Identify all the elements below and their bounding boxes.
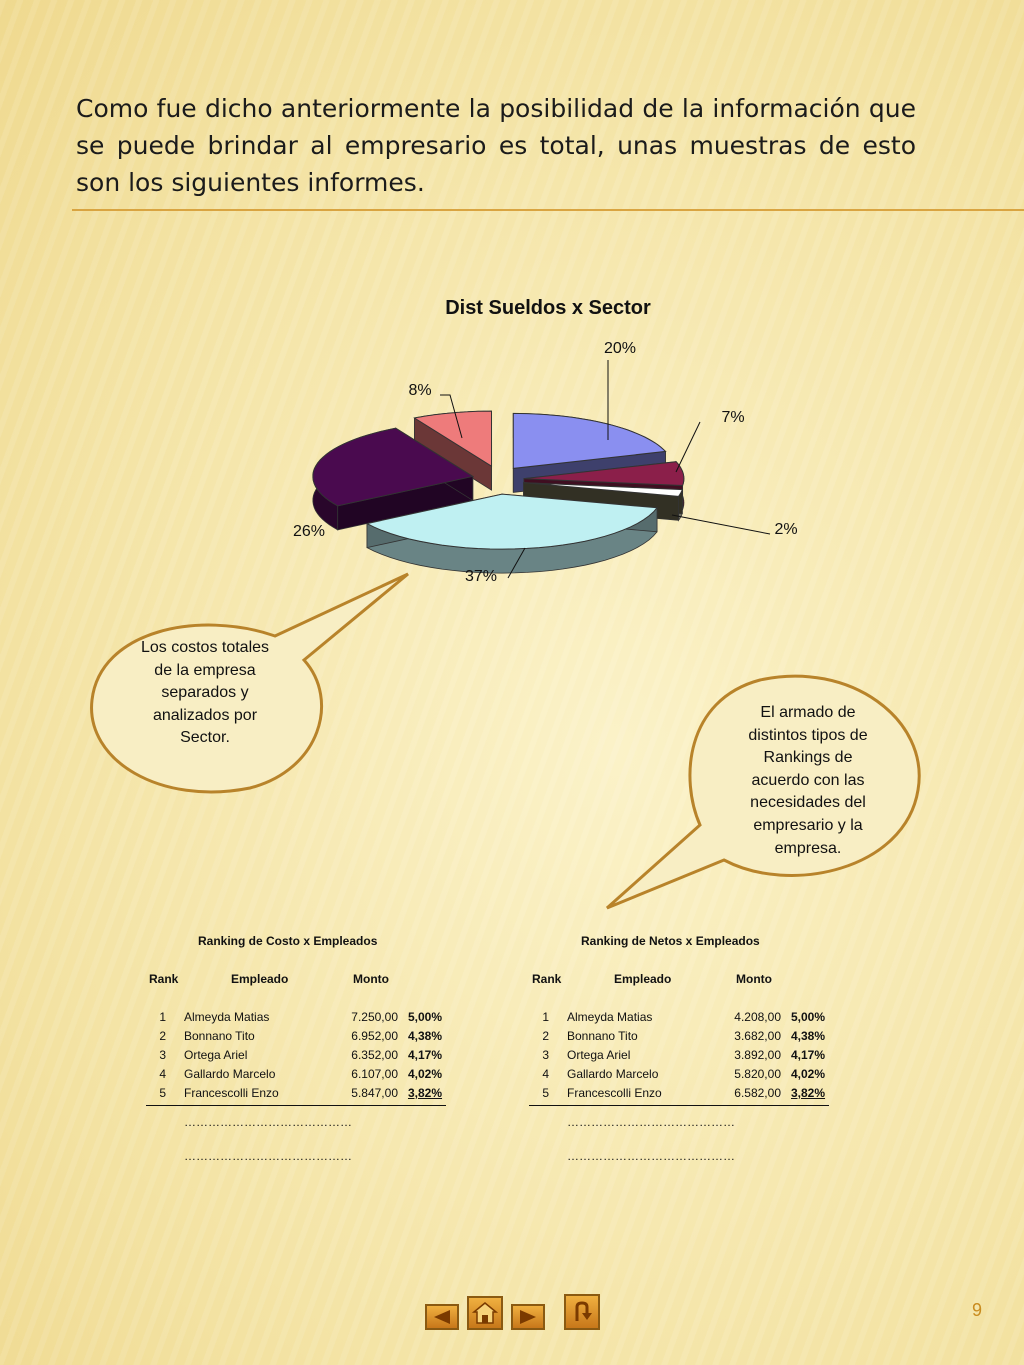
next-button[interactable] [511,1304,545,1330]
percentage-cell: 4,17% [791,1048,826,1062]
empleado-cell: Gallardo Marcelo [184,1067,276,1081]
header-rank: Rank [532,972,562,986]
continuation-dots: …………………………………… [184,1115,352,1129]
percentage-cell: 4,38% [408,1029,443,1043]
monto-cell: 6.952,00 [351,1029,398,1043]
empleado-cell: Francescolli Enzo [184,1086,279,1100]
empleado-cell: Gallardo Marcelo [567,1067,659,1081]
table-row [529,1067,829,1086]
rank-cell: 4 [542,1067,549,1081]
monto-cell: 6.107,00 [351,1067,398,1081]
empleado-cell: Bonnano Tito [567,1029,638,1043]
page-number: 9 [972,1300,983,1320]
rank-cell: 2 [159,1029,166,1043]
ranking-netos-table [529,934,849,1184]
monto-cell: 5.820,00 [734,1067,781,1081]
callout-right-text: El armado de distintos tipos de Rankings de acuerdo con las necesidades del empresario y la empresa. [748,704,868,857]
empleado-cell: Bonnano Tito [184,1029,255,1043]
continuation-dots: …………………………………… [567,1115,735,1129]
rank-cell: 1 [542,1010,549,1024]
rank-cell: 1 [159,1010,166,1024]
empleado-cell: Almeyda Matias [184,1010,270,1024]
monto-cell: 6.352,00 [351,1048,398,1062]
table-row [146,1010,446,1029]
rank-cell: 5 [159,1086,166,1100]
intro-paragraph: Como fue dicho anteriormente la posibilidad de la información que se puede brindar al empresario es total, unas muestras de esto son los siguientes informes. [76,94,916,197]
home-button[interactable] [467,1296,503,1330]
table-row [529,1029,829,1048]
pie-data-label: 20% [603,340,637,357]
rank-cell: 5 [542,1086,549,1100]
monto-cell: 7.250,00 [351,1010,398,1024]
continuation-dots: …………………………………… [567,1149,735,1163]
table-row [529,1086,829,1105]
continuation-dots: …………………………………… [184,1149,352,1163]
table-row [146,1048,446,1067]
callout-left-text: Los costos totales de la empresa separados y analizados por Sector. [140,639,270,747]
home-icon [472,1300,498,1326]
pie-data-label: 7% [721,409,745,426]
percentage-cell: 3,82% [408,1086,443,1100]
monto-cell: 4.208,00 [734,1010,781,1024]
pie-data-label: 8% [408,382,432,399]
percentage-cell: 3,82% [791,1086,826,1100]
header-rank: Rank [149,972,179,986]
percentage-cell: 5,00% [791,1010,826,1024]
monto-cell: 3.682,00 [734,1029,781,1043]
empleado-cell: Ortega Ariel [567,1048,631,1062]
rank-cell: 2 [542,1029,549,1043]
previous-icon [430,1308,454,1326]
table-row [146,1086,446,1105]
rank-cell: 3 [159,1048,166,1062]
empleado-cell: Almeyda Matias [567,1010,653,1024]
rank-cell: 3 [542,1048,549,1062]
monto-cell: 6.582,00 [734,1086,781,1100]
percentage-cell: 4,02% [791,1067,826,1081]
monto-cell: 5.847,00 [351,1086,398,1100]
rank-cell: 4 [159,1067,166,1081]
table-row [146,1029,446,1048]
header-empleado: Empleado [614,972,672,986]
percentage-cell: 4,02% [408,1067,443,1081]
header-empleado: Empleado [231,972,289,986]
table-row [529,1048,829,1067]
table-row [146,1067,446,1086]
return-button[interactable] [564,1294,600,1330]
table-underline [146,1105,446,1106]
pie-data-label: 2% [774,521,798,538]
table-underline [529,1105,829,1106]
pie-data-label: 37% [464,568,498,585]
monto-cell: 3.892,00 [734,1048,781,1062]
ranking-title: Ranking de Netos x Empleados [581,934,760,948]
table-row [529,1010,829,1029]
header-monto: Monto [353,972,389,986]
percentage-cell: 4,38% [791,1029,826,1043]
percentage-cell: 4,17% [408,1048,443,1062]
next-icon [516,1308,540,1326]
header-monto: Monto [736,972,772,986]
empleado-cell: Francescolli Enzo [567,1086,662,1100]
ranking-title: Ranking de Costo x Empleados [198,934,378,948]
percentage-cell: 5,00% [408,1010,443,1024]
empleado-cell: Ortega Ariel [184,1048,248,1062]
previous-button[interactable] [425,1304,459,1330]
chart-title: Dist Sueldos x Sector [445,297,651,319]
ranking-costo-table [146,934,466,1184]
pie-data-label: 26% [292,523,326,540]
return-icon [569,1299,595,1325]
